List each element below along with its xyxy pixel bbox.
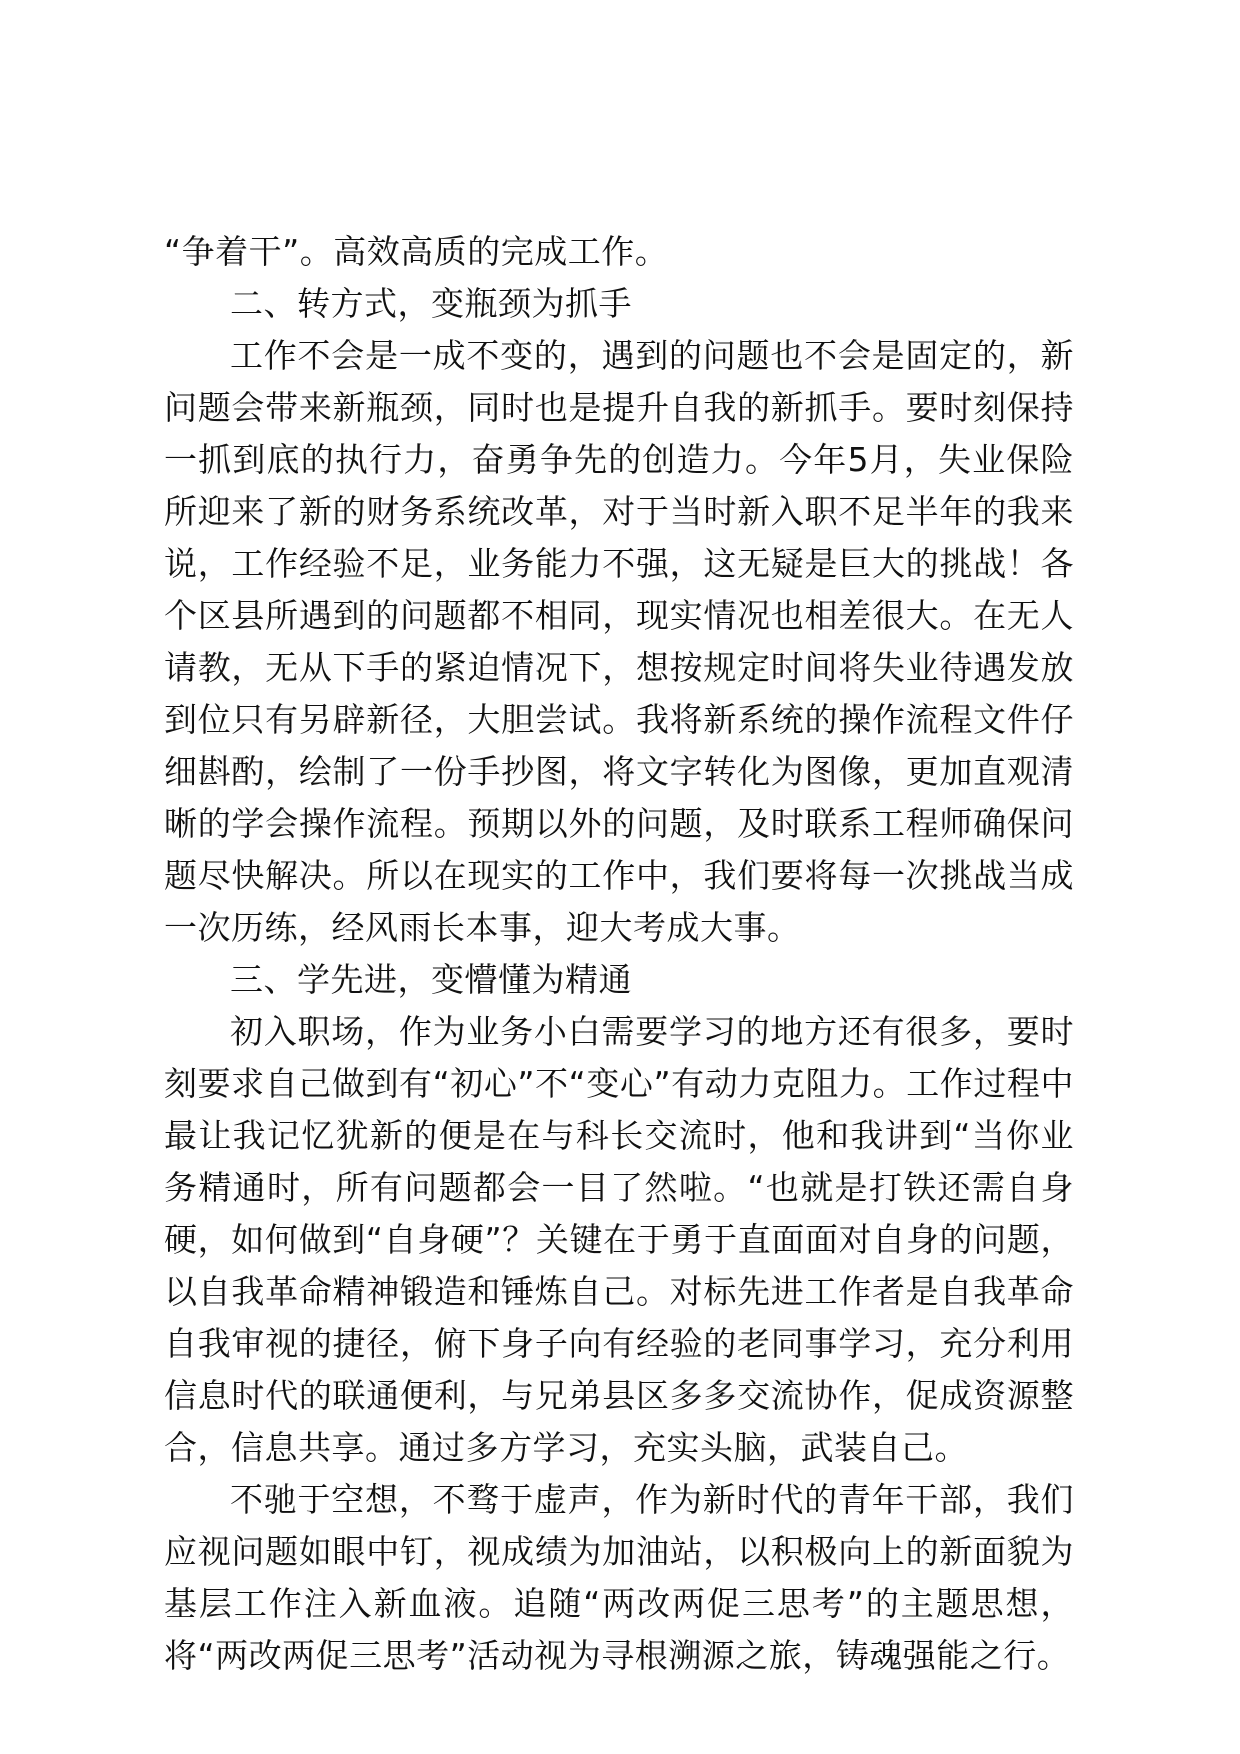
document-body bbox=[164, 226, 1074, 1682]
section-3-paragraph: 初入职场，作为业务小白需要学习的地方还有很多，要时刻要求自己做到有“初心”不“变心”有动力克阻力。工作过程中最让我记忆犹新的便是在与科长交流时，他和我讲到“当你业务精通时，所有问题都会一目了然啦。“也就是打铁还需自身硬，如何做到“自身硬”？关键在于勇于直面面对自身的问题，以自我革命精神锻造和锤炼自己。对标先进工作者是自我革命自我审视的捷径，俯下身子向有经验的老同事学习，充分利用信息时代的联通便利，与兄弟县区多多交流协作，促成资源整合，信息共享。通过多方学习，充实头脑，武装自己。 bbox=[164, 1012, 1074, 1467]
closing-paragraph: 不驰于空想，不骛于虚声，作为新时代的青年干部，我们应视问题如眼中钉，视成绩为加油站，以积极向上的新面貌为基层工作注入新血液。追随“两改两促三思考”的主题思想，将“两改两促三思考”活动视为寻根溯源之旅，铸魂强能之行。 bbox=[164, 1480, 1074, 1675]
section-3-heading: 三、学先进，变懵懂为精通 bbox=[230, 960, 632, 999]
section-2-heading: 二、转方式，变瓶颈为抓手 bbox=[230, 284, 632, 323]
lead-line: “争着干”。高效高质的完成工作。 bbox=[164, 232, 669, 271]
section-2-paragraph: 工作不会是一成不变的，遇到的问题也不会是固定的，新问题会带来新瓶颈，同时也是提升自我的新抓手。要时刻保持一抓到底的执行力，奋勇争先的创造力。今年5月，失业保险所迎来了新的财务系统改革，对于当时新入职不足半年的我来说，工作经验不足，业务能力不强，这无疑是巨大的挑战！各个区县所遇到的问题都不相同，现实情况也相差很大。在无人请教，无从下手的紧迫情况下，想按规定时间将失业待遇发放到位只有另辟新径，大胆尝试。我将新系统的操作流程文件仔细斟酌，绘制了一份手抄图，将文字转化为图像，更加直观清晰的学会操作流程。预期以外的问题，及时联系工程师确保问题尽快解决。所以在现实的工作中，我们要将每一次挑战当成一次历练，经风雨长本事，迎大考成大事。 bbox=[164, 336, 1074, 947]
